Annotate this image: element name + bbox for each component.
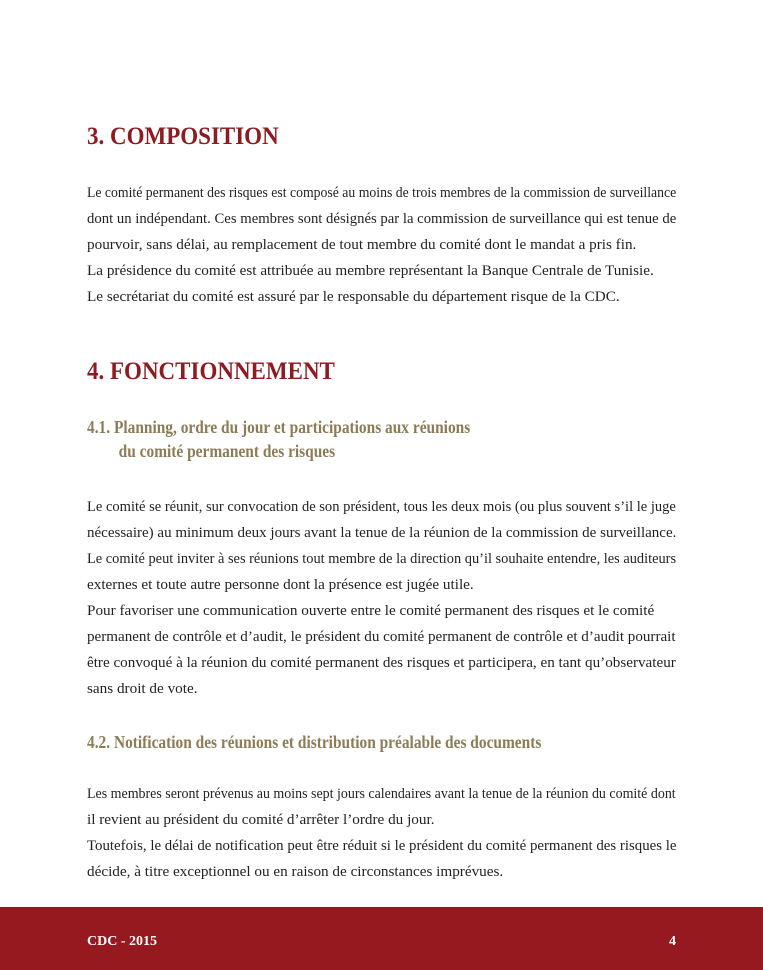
subsection-4-1-title-line2: du comité permanent des risques [118,441,336,461]
paragraph-line: décide, à titre exceptionnel ou en raison de circonstances imprévues. [87,863,504,880]
paragraph-line: être convoqué à la réunion du comité permanent des risques et participera, en tant qu’observateur [87,654,676,671]
paragraph-line: La présidence du comité est attribuée au membre représentant la Banque Centrale de Tunisie. [87,262,654,279]
subsection-4-1-heading [87,415,470,463]
subsection-4-1-body [87,494,676,702]
paragraph-line: Pour favoriser une communication ouverte entre le comité permanent des risques et le comité [87,602,655,619]
paragraph-line: Le comité se réunit, sur convocation de son président, tous les deux mois (ou plus souvent s’il le juge [87,498,676,515]
paragraph-line: externes et toute autre personne dont la présence est jugée utile. [87,576,474,593]
paragraph-line: il revient au président du comité d’arrêter l’ordre du jour. [87,811,435,828]
paragraph-line: pourvoir, sans délai, au remplacement de tout membre du comité dont le mandat a pris fin. [87,236,637,253]
subsection-4-1-title-line1: 4.1. Planning, ordre du jour et participations aux réunions [87,417,471,437]
subsection-4-2-body [87,781,676,885]
paragraph-line: Toutefois, le délai de notification peut être réduit si le président du comité permanent des risques le [87,837,677,854]
footer-label: CDC - 2015 [87,934,157,949]
section-4-heading: 4. FONCTIONNEMENT [87,358,335,385]
section-3-heading: 3. COMPOSITION [87,123,279,150]
paragraph-line: Les membres seront prévenus au moins sept jours calendaires avant la tenue de la réunion du comité dont [87,785,676,802]
paragraph-line: nécessaire) au minimum deux jours avant la tenue de la réunion de la commission de surveillance. [87,524,677,541]
paragraph-line: permanent de contrôle et d’audit, le président du comité permanent de contrôle et d’audit pourrait [87,628,676,645]
paragraph-line: Le secrétariat du comité est assuré par le responsable du département risque de la CDC. [87,288,620,305]
page-footer [0,907,763,970]
subsection-4-2-heading: 4.2. Notification des réunions et distribution préalable des documents [87,732,542,752]
paragraph-line: sans droit de vote. [87,680,198,697]
section-3-body [87,180,676,310]
paragraph-line: dont un indépendant. Ces membres sont désignés par la commission de surveillance qui est tenue de [87,210,677,227]
paragraph-line: Le comité permanent des risques est composé au moins de trois membres de la commission de surveillance [87,184,677,201]
paragraph-line: Le comité peut inviter à ses réunions tout membre de la direction qu’il souhaite entendre, les auditeurs [87,550,677,567]
page-number: 4 [669,934,676,949]
